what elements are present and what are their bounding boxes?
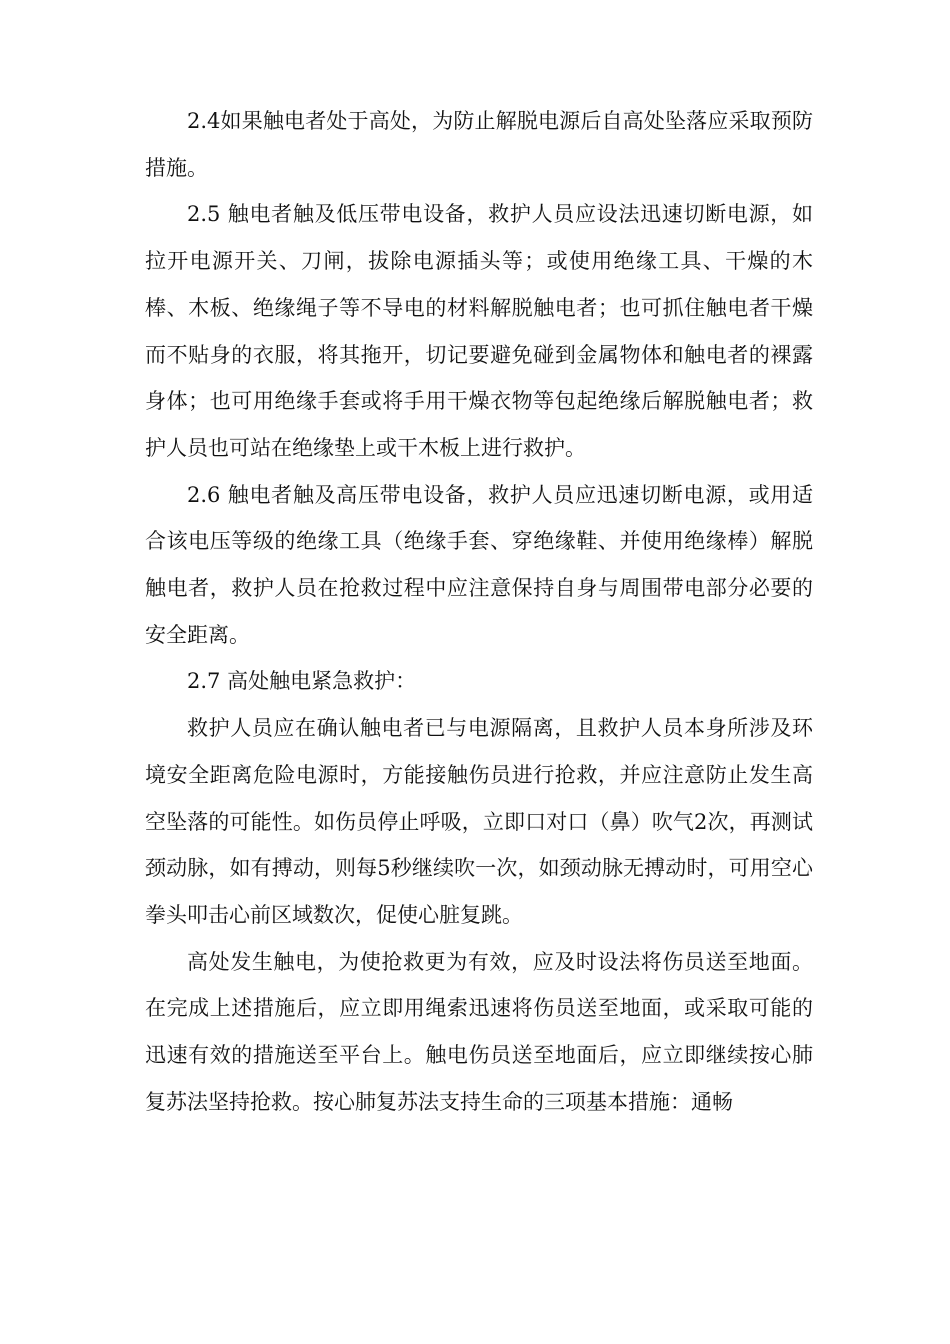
paragraph-rescue-procedure: 救护人员应在确认触电者已与电源隔离，且救护人员本身所涉及环境安全距离危险电源时，方能接触伤员进行抢救，并应注意防止发生高空坠落的可能性。如伤员停止呼吸，立即口对口（鼻）吹气2次，再测试颈动脉，如有搏动，则每5秒继续吹一次，如颈动脉无搏动时，可用空心拳头叩击心前区域数次，促使心脏复跳。 xyxy=(145,716,813,927)
paragraph-2-4: 2.4如果触电者处于高处，为防止解脱电源后自高处坠落应采取预防措施。 xyxy=(145,109,813,180)
paragraph-2-7-heading: 2.7 高处触电紧急救护： xyxy=(187,669,417,694)
paragraph-2-5: 2.5 触电者触及低压带电设备，救护人员应设法迅速切断电源，如拉开电源开关、刀闸，拔除电源插头等；或使用绝缘工具、干燥的木棒、木板、绝缘绳子等不导电的材料解脱触电者；也可抓住触电者干燥而不贴身的衣服，将其拖开，切记要避免碰到金属物体和触电者的裸露身体；也可用绝缘手套或将手用干燥衣物等包起绝缘后解脱触电者；救护人员也可站在绝缘垫上或干木板上进行救护。 xyxy=(145,202,813,460)
document-body xyxy=(145,98,813,1125)
paragraph-2-6: 2.6 触电者触及高压带电设备，救护人员应迅速切断电源，或用适合该电压等级的绝缘工具（绝缘手套、穿绝缘鞋、并使用绝缘棒）解脱触电者，救护人员在抢救过程中应注意保持自身与周围带电部分必要的安全距离。 xyxy=(145,482,813,647)
paragraph-high-place-rescue: 高处发生触电，为使抢救更为有效，应及时设法将伤员送至地面。在完成上述措施后，应立即用绳索迅速将伤员送至地面，或采取可能的迅速有效的措施送至平台上。触电伤员送至地面后，应立即继续按心肺复苏法坚持抢救。按心肺复苏法支持生命的三项基本措施：通畅 xyxy=(145,949,813,1114)
